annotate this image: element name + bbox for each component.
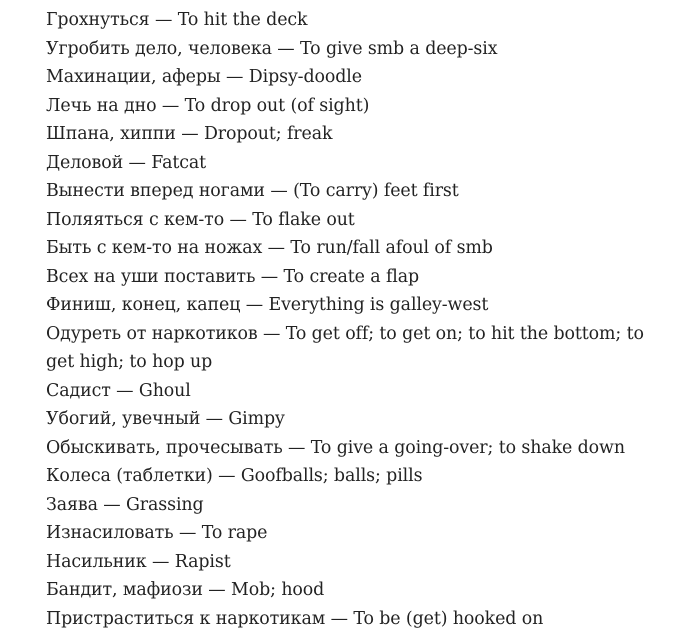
separator-dash: — — [262, 323, 281, 344]
english-translation: To hit the deck — [177, 10, 308, 30]
russian-term: Пристраститься к наркотикам — [46, 608, 326, 629]
english-translation: To get off; to get on; to hit the bottom; to get high; to hop up — [46, 323, 644, 372]
english-translation: Dropout; freak — [203, 124, 333, 144]
separator-dash: — — [103, 494, 121, 515]
glossary-entry — [46, 519, 666, 548]
glossary-entry — [46, 263, 666, 292]
english-translation: Grassing — [126, 494, 204, 515]
english-translation: To give a going-over; to shake down — [310, 437, 625, 458]
russian-term: Обыскивать, прочесывать — [46, 437, 283, 458]
separator-dash: — — [116, 380, 134, 401]
russian-term: Лечь на дно — [46, 95, 157, 116]
glossary-entry — [46, 291, 666, 320]
separator-dash: — — [277, 38, 295, 59]
glossary-entry — [46, 120, 666, 149]
russian-term: Одуреть от наркотиков — [46, 323, 258, 344]
russian-term: Шпана, хиппи — [46, 124, 176, 144]
separator-dash: — — [151, 551, 170, 572]
separator-dash: — — [181, 124, 199, 144]
english-translation: To give smb a deep-six — [300, 38, 498, 59]
russian-term: Садист — [46, 380, 111, 401]
separator-dash: — — [128, 152, 146, 173]
russian-term: Поляяться с кем-то — [46, 209, 225, 230]
russian-term: Изнасиловать — [46, 523, 174, 543]
russian-term: Всех на уши поставить — [46, 266, 256, 287]
english-translation: To run/fall afoul of smb — [290, 238, 493, 258]
glossary-entry — [46, 462, 666, 491]
separator-dash: — — [205, 409, 223, 429]
russian-term: Финиш, конец, капец — [46, 295, 241, 315]
english-translation: Everything is galley-west — [268, 295, 489, 315]
english-translation: To be (get) hooked on — [353, 608, 544, 629]
russian-term: Вынести вперед ногами — [46, 181, 265, 201]
russian-term: Бандит, мафиози — [46, 580, 203, 600]
glossary-entry — [46, 491, 666, 520]
separator-dash: — — [226, 67, 244, 87]
russian-term: Грохнуться — [46, 10, 150, 30]
glossary-entry — [46, 6, 666, 35]
russian-term: Деловой — [46, 152, 124, 173]
separator-dash: — — [229, 209, 247, 230]
glossary-list — [46, 6, 666, 633]
russian-term: Махинации, аферы — [46, 67, 221, 87]
english-translation: To rape — [201, 523, 268, 543]
glossary-entry — [46, 576, 666, 605]
glossary-entry — [46, 605, 666, 634]
glossary-entry — [46, 377, 666, 406]
english-translation: (To carry) feet first — [293, 181, 459, 201]
english-translation: Rapist — [174, 551, 231, 572]
separator-dash: — — [260, 266, 279, 287]
english-translation: Goofballs; balls; pills — [240, 466, 423, 486]
glossary-entry — [46, 35, 666, 64]
separator-dash: — — [208, 580, 226, 600]
russian-term: Колеса (таблетки) — [46, 466, 213, 486]
separator-dash: — — [270, 181, 288, 201]
glossary-entry — [46, 548, 666, 577]
glossary-entry — [46, 405, 666, 434]
separator-dash: — — [155, 10, 173, 30]
separator-dash: — — [161, 95, 180, 116]
english-translation: To drop out (of sight) — [184, 95, 370, 116]
glossary-entry — [46, 234, 666, 263]
glossary-entry — [46, 320, 666, 377]
separator-dash: — — [288, 437, 306, 458]
glossary-entry — [46, 206, 666, 235]
english-translation: Fatcat — [151, 152, 207, 173]
glossary-entry — [46, 434, 666, 463]
english-translation: To create a flap — [283, 266, 420, 287]
separator-dash: — — [267, 238, 285, 258]
english-translation: Ghoul — [138, 380, 191, 401]
russian-term: Насильник — [46, 551, 147, 572]
glossary-entry — [46, 63, 666, 92]
glossary-entry — [46, 149, 666, 178]
glossary-entry — [46, 177, 666, 206]
russian-term: Угробить дело, человека — [46, 38, 272, 59]
english-translation: Mob; hood — [231, 580, 325, 600]
english-translation: Gimpy — [228, 409, 285, 429]
english-translation: To flake out — [252, 209, 355, 230]
separator-dash: — — [330, 608, 348, 629]
separator-dash: — — [218, 466, 236, 486]
separator-dash: — — [245, 295, 264, 315]
separator-dash: — — [178, 523, 197, 543]
english-translation: Dipsy-doodle — [248, 67, 362, 87]
russian-term: Быть с кем-то на ножах — [46, 238, 263, 258]
russian-term: Убогий, увечный — [46, 409, 201, 429]
glossary-entry — [46, 92, 666, 121]
russian-term: Заява — [46, 494, 98, 515]
